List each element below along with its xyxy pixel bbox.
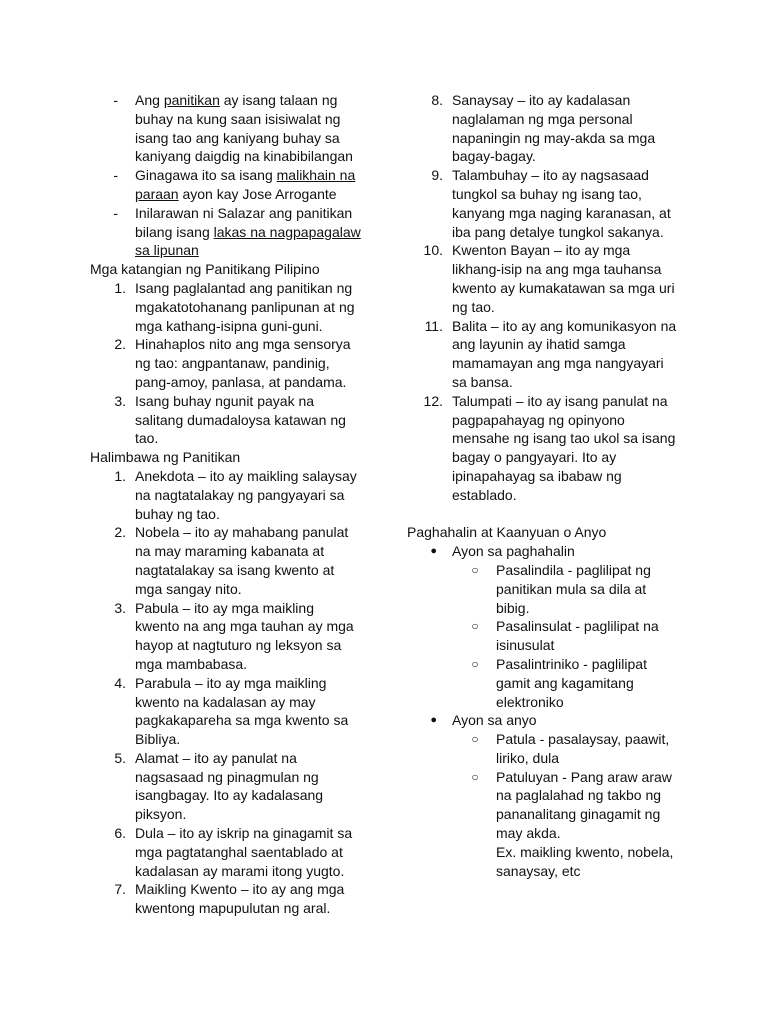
circle-bullet-icon: ○	[471, 656, 479, 671]
sub-item: ○ Patuluyan - Pang araw araw na paglalahad ng takbo ng pananalitang ginagamit ng may akda.	[407, 768, 682, 843]
list-marker: -	[113, 204, 118, 221]
intro-item: - Ang panitikan ay isang talaan ng buhay na kung saan isisiwalat ng isang tao ang kaniyang buhay sa kaniyang daigdig na kinabibilangan	[90, 91, 362, 166]
circle-bullet-icon: ○	[471, 562, 479, 577]
list-marker: 1.	[114, 467, 126, 484]
bullet-icon: ●	[430, 714, 437, 727]
sub-item: ○ Pasalindila - paglilipat ng panitikan mula sa dila at bibig.	[407, 561, 682, 617]
list-item: 3. Pabula – ito ay mga maikling kwento na ang mga tauhan ay mga hayop at nagtuturo ng leksyon sa mga mambabasa.	[90, 599, 362, 674]
katangian-list	[90, 279, 362, 448]
intro-item: - Inilarawan ni Salazar ang panitikan bilang isang lakas na nagpapagalaw sa lipunan	[90, 204, 362, 260]
list-item: 9. Talambuhay – ito ay nagsasaad tungkol sa buhay ng isang tao, kanyang mga naging karanasan, at iba pang detalye tungkol sakanya.	[407, 166, 682, 241]
sub-item: ○ Pasalinsulat - paglilipat na isinusulat	[407, 617, 682, 655]
list-marker: 2.	[114, 336, 126, 353]
example-note: Ex. maikling kwento, nobela, sanaysay, etc	[496, 843, 674, 879]
sub-item: ○ Pasalintriniko - paglilipat gamit ang kagamitang elektroniko	[407, 655, 682, 711]
bullet-item: ● Ayon sa paghahalin	[407, 542, 682, 561]
intro-list	[90, 91, 362, 260]
list-item: 8. Sanaysay – ito ay kadalasan naglalaman ng mga personal napaningin ng may-akda sa mga bagay-bagay.	[407, 91, 682, 166]
underlined-term: malikhain na paraan	[135, 167, 356, 202]
circle-bullet-icon: ○	[471, 619, 479, 634]
list-marker: 6.	[114, 825, 126, 842]
section-heading: Paghahalin at Kaanyuan o Anyo	[407, 524, 607, 541]
list-marker: 4.	[114, 674, 126, 691]
halimbawa-list-continued	[407, 91, 682, 505]
list-marker: 7.	[114, 881, 126, 898]
anyo-list	[407, 542, 682, 880]
list-marker: 11.	[424, 317, 443, 334]
list-item: 1. Isang paglalantad ang panitikan ng mgakatotohanang panlipunan at ng mga kathang-isipna guni-guni.	[90, 279, 362, 335]
bullet-item: ● Ayon sa anyo	[407, 711, 682, 730]
spacer	[407, 505, 682, 524]
list-marker: 2.	[114, 524, 126, 541]
right-column	[407, 91, 682, 880]
left-column	[90, 91, 362, 918]
list-marker: 8.	[431, 92, 443, 108]
section-heading: Halimbawa ng Panitikan	[90, 449, 241, 466]
underlined-term: panitikan	[163, 92, 220, 108]
list-item: 10. Kwenton Bayan – ito ay mga likhang-isip na ang mga tauhansa kwento ay kumakatawan sa mga uri ng tao.	[407, 241, 682, 316]
list-marker: 10.	[423, 242, 443, 259]
sub-item: ○ Patula - pasalaysay, paawit, liriko, dula	[407, 730, 682, 768]
intro-item: - Ginagawa ito sa isang malikhain na paraan ayon kay Jose Arrogante	[90, 166, 362, 204]
list-item: 1. Anekdota – ito ay maikling salaysay na nagtatalakay ng pangyayari sa buhay ng tao.	[90, 467, 362, 523]
list-item: 7. Maikling Kwento – ito ay ang mga kwentong mapupulutan ng aral.	[90, 880, 362, 918]
list-item: 12. Talumpati – ito ay isang panulat na pagpapahayag ng opinyono mensahe ng isang tao ukol sa isang bagay o pangyayari. Ito ay ipinapahayag sa ibabaw ng establado.	[407, 392, 682, 505]
list-item: 5. Alamat – ito ay panulat na nagsasaad ng pinagmulan ng isangbagay. Ito ay kadalasang piksyon.	[90, 749, 362, 824]
list-marker: 12.	[423, 392, 443, 409]
circle-bullet-icon: ○	[471, 769, 479, 784]
list-marker: 3.	[114, 392, 126, 409]
list-item: 2. Hinahaplos nito ang mga sensorya ng tao: angpantanaw, pandinig, pang-amoy, panlasa, at pandama.	[90, 335, 362, 391]
list-item: 11. Balita – ito ay ang komunikasyon na ang layunin ay ihatid samga mamamayan ang mga nangyayari sa bansa.	[407, 317, 682, 392]
list-item: 4. Parabula – ito ay mga maikling kwento na kadalasan ay may pagkakapareha sa mga kwento sa Bibliya.	[90, 674, 362, 749]
list-item: 2. Nobela – ito ay mahabang panulat na may maraming kabanata at nagtatalakay sa isang kwento at mga sangay nito.	[90, 523, 362, 598]
list-marker: -	[113, 167, 118, 184]
underlined-term: lakas na nagpapagalaw sa lipunan	[135, 223, 361, 259]
list-marker: 9.	[431, 167, 443, 184]
list-marker: 5.	[114, 749, 126, 766]
list-marker: 3.	[114, 599, 126, 616]
circle-bullet-icon: ○	[471, 732, 479, 747]
bullet-icon: ●	[430, 545, 437, 558]
list-item: 6. Dula – ito ay iskrip na ginagamit sa mga pagtatanghal saentablado at kadalasan ay marami itong yugto.	[90, 824, 362, 880]
halimbawa-list	[90, 467, 362, 918]
list-marker: 1.	[114, 279, 126, 296]
list-item: 3. Isang buhay ngunit payak na salitang dumadaloysa katawan ng tao.	[90, 392, 362, 448]
section-heading: Mga katangian ng Panitikang Pilipino	[90, 261, 320, 278]
list-marker: -	[113, 92, 118, 108]
